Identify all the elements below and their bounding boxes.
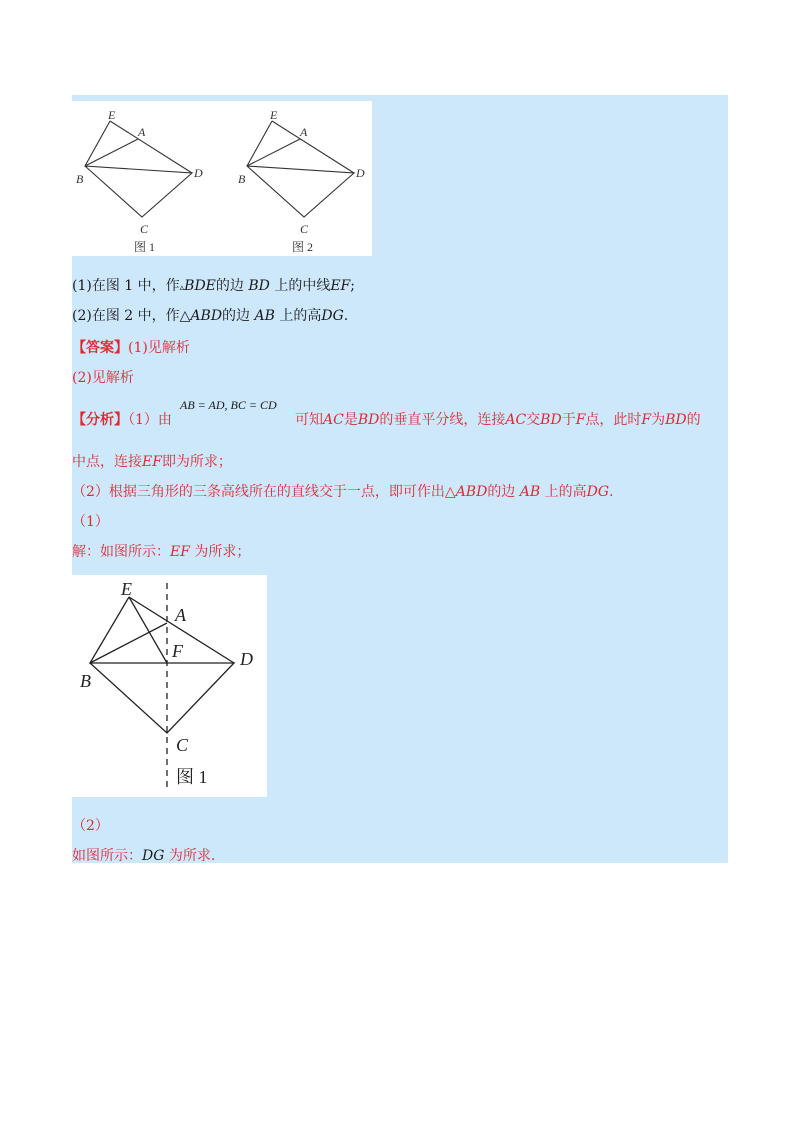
fig2-label-d: D: [356, 166, 365, 180]
sol-label-b: B: [80, 671, 91, 691]
formula: AB = AD, BC = CD: [180, 398, 277, 412]
fig2-label-b: B: [238, 172, 246, 186]
figures-1-2: [72, 101, 372, 256]
sol-label-a: A: [175, 605, 186, 625]
solution-1-text: 解：如图所示：EF 为所求；: [72, 544, 251, 560]
question-1: (1)在图 1 中，作▵BDE的边 BD 上的中线EF;: [72, 278, 355, 294]
fig1-label-c: C: [140, 222, 149, 236]
answer-line-2: (2)见解析: [72, 370, 134, 386]
sol-label-d: D: [240, 649, 253, 669]
fig1-label-a: A: [138, 125, 146, 139]
question-2: (2)在图 2 中，作△ABD的边 AB 上的高DG.: [72, 308, 349, 324]
fig2-label-a: A: [300, 125, 308, 139]
figure-1-solution: [72, 575, 267, 797]
analysis-line-3: （2）根据三角形的三条高线所在的直线交于一点，即可作出△ABD的边 AB 上的高DG.: [72, 484, 614, 500]
fig1-label-d: D: [194, 166, 203, 180]
fig2-label-e: E: [270, 108, 278, 122]
median-ef: [129, 597, 167, 663]
analysis-line-1b: 可知AC是BD的垂直平分线，连接AC交BD于F点，此时F为BD的: [295, 412, 701, 428]
figure-1-solution-svg: [72, 575, 267, 797]
fig1-label-e: E: [108, 108, 116, 122]
fig2-caption: 图 2: [292, 240, 314, 254]
fig1-label-b: B: [76, 172, 84, 186]
solution-1-label: （1）: [72, 514, 109, 530]
analysis-line-1a: 【分析】（1）由: [72, 412, 172, 428]
solution-panel: [72, 95, 728, 863]
answer-line-1: 【答案】(1)见解析: [72, 340, 190, 356]
sol-label-f: F: [172, 641, 183, 661]
figures-svg: [72, 101, 372, 256]
sol-caption: 图 1: [176, 767, 208, 787]
fig1-caption: 图 1: [134, 240, 156, 254]
solution-2-text: 如图所示：DG 为所求.: [72, 848, 216, 864]
solution-2-label: （2）: [72, 818, 109, 834]
sol-label-c: C: [176, 735, 189, 755]
sol-label-e: E: [121, 579, 132, 599]
analysis-line-2: 中点，连接EF即为所求；: [72, 454, 232, 470]
fig2-label-c: C: [300, 222, 309, 236]
